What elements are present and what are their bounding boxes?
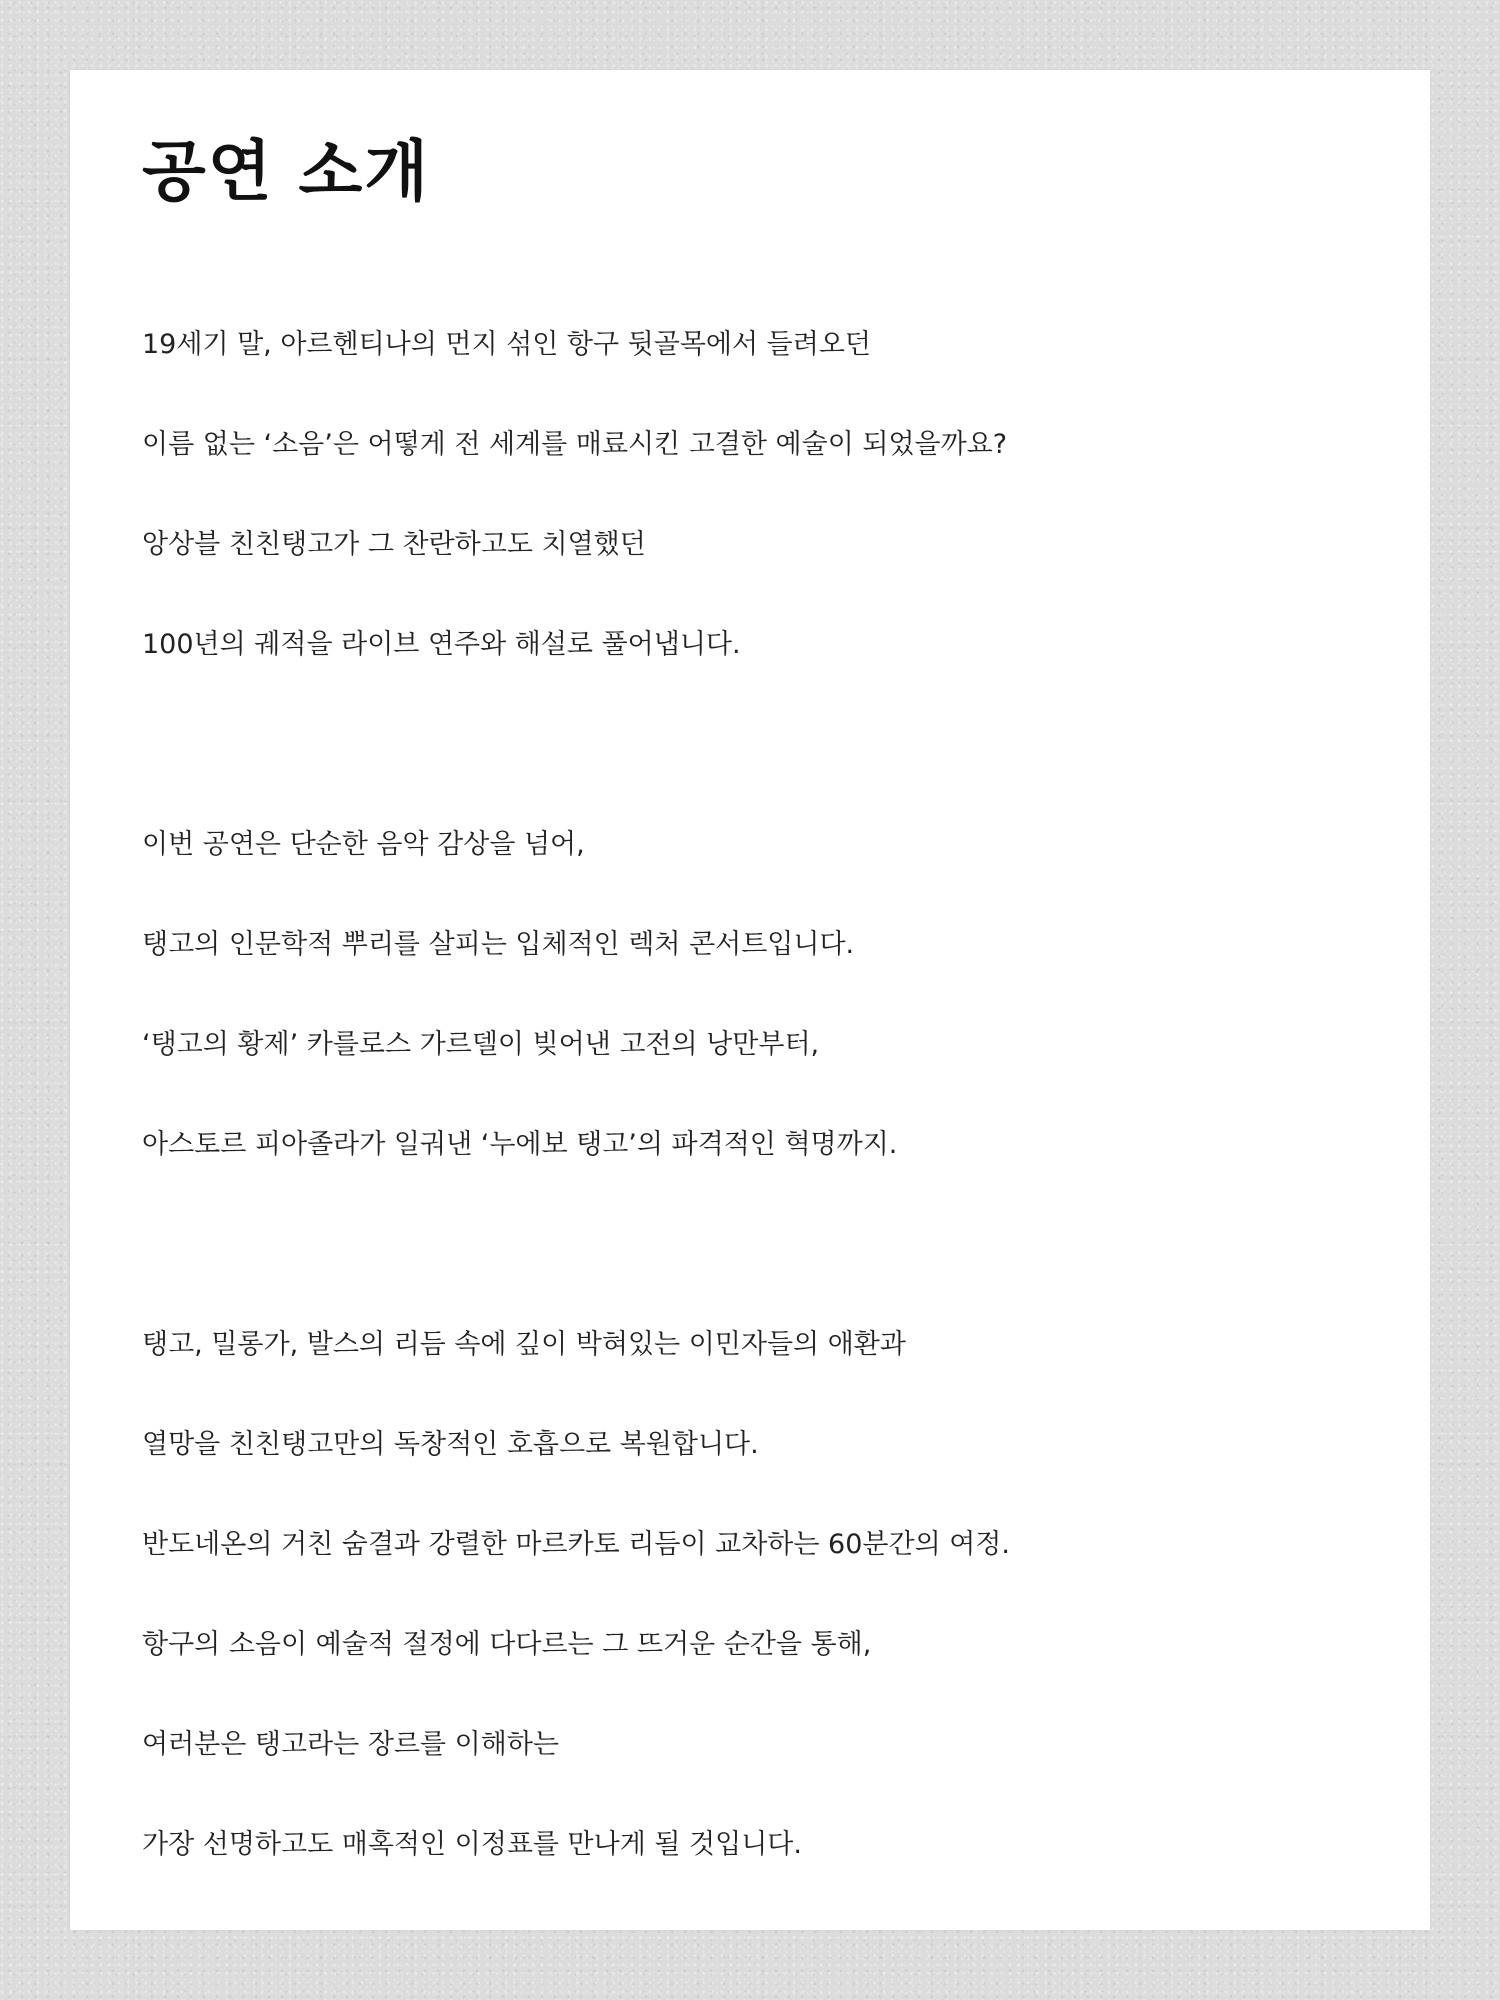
text-line: 이름 없는 ‘소음’은 어떻게 전 세계를 매료시킨 고결한 예술이 되었을까요? [142, 429, 1008, 460]
text-line: 가장 선명하고도 매혹적인 이정표를 만나게 될 것입니다. [142, 1829, 802, 1860]
text-line: ‘탱고의 황제’ 카를로스 가르델이 빚어낸 고전의 낭만부터, [142, 1029, 820, 1060]
page-title: 공연 소개 [142, 133, 431, 210]
text-line: 여러분은 탱고라는 장르를 이해하는 [142, 1729, 559, 1760]
text-line: 이번 공연은 단순한 음악 감상을 넘어, [142, 829, 585, 860]
text-line: 100년의 궤적을 라이브 연주와 해설로 풀어냅니다. [142, 629, 741, 660]
text-line: 반도네온의 거친 숨결과 강렬한 마르카토 리듬이 교차하는 60분간의 여정. [142, 1529, 1010, 1560]
text-line: 19세기 말, 아르헨티나의 먼지 섞인 항구 뒷골목에서 들려오던 [142, 329, 871, 360]
text-line: 아스토르 피아졸라가 일궈낸 ‘누에보 탱고’의 파격적인 혁명까지. [142, 1129, 898, 1160]
paragraph-gap [142, 1195, 1362, 1295]
paragraph-journey [142, 1295, 1362, 1895]
body-text [142, 295, 1362, 1895]
text-line: 탱고의 인문학적 뿌리를 살피는 입체적인 렉처 콘서트입니다. [142, 929, 855, 960]
paper-sheet [70, 70, 1430, 1930]
text-line: 열망을 친친탱고만의 독창적인 호흡으로 복원합니다. [142, 1429, 759, 1460]
text-line: 앙상블 친친탱고가 그 찬란하고도 치열했던 [142, 529, 646, 560]
paragraph-gap [142, 695, 1362, 795]
text-line: 탱고, 밀롱가, 발스의 리듬 속에 깊이 박혀있는 이민자들의 애환과 [142, 1329, 906, 1360]
paragraph-concert [142, 795, 1362, 1195]
text-line: 항구의 소음이 예술적 절정에 다다르는 그 뜨거운 순간을 통해, [142, 1629, 872, 1660]
paragraph-history [142, 295, 1362, 695]
